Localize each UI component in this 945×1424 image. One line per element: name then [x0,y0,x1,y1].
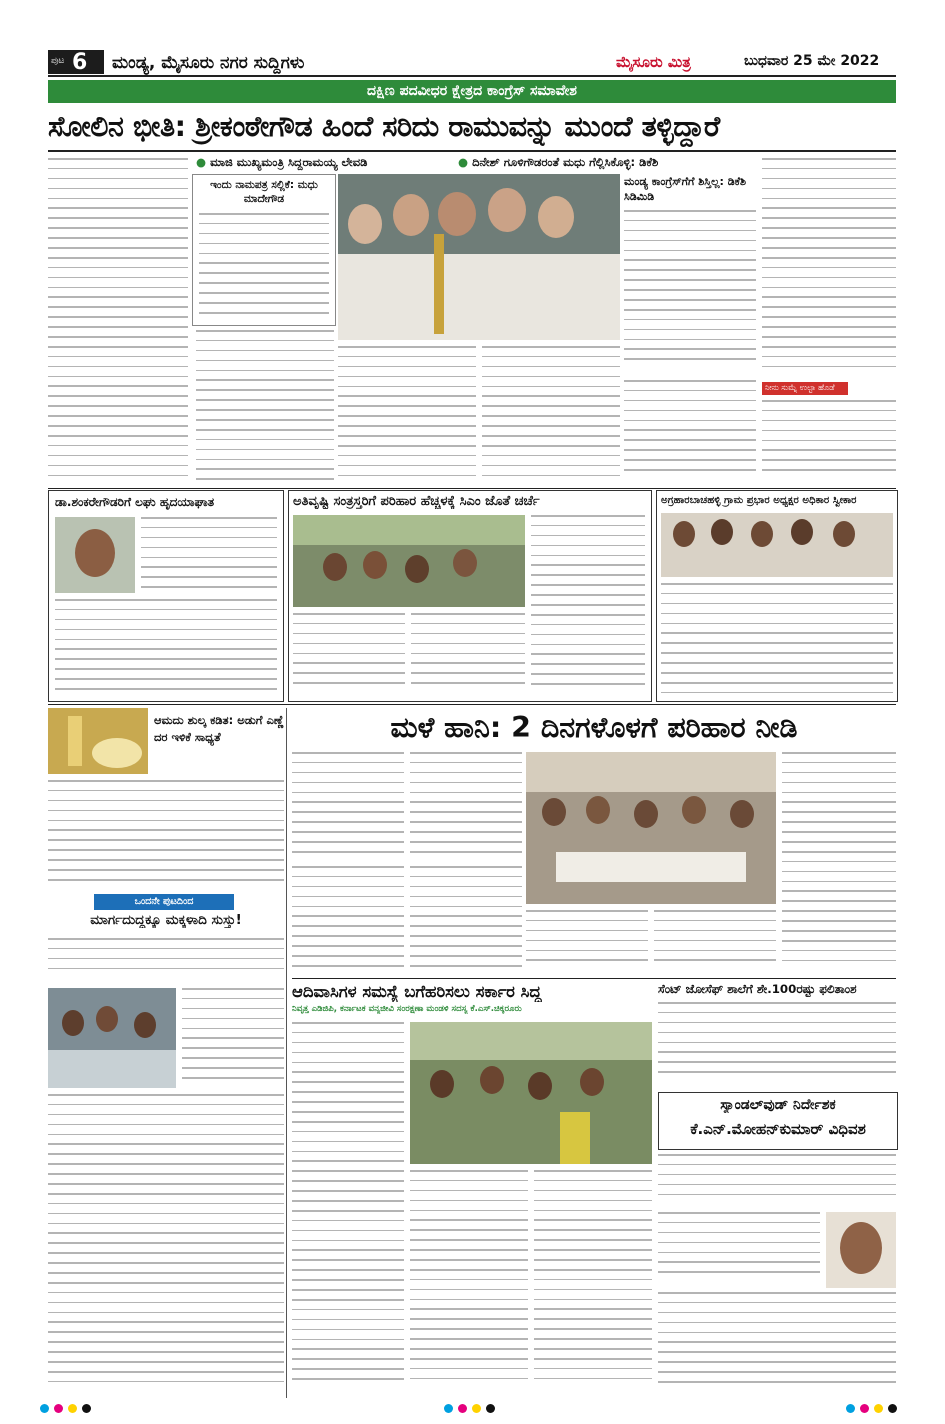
registration-marks-center [444,1404,504,1416]
nomination-box-title: ಇಂದು ನಾಮಪತ್ರ ಸಲ್ಲಿಕೆ: ಮಧು ಮಾದೇಗೌಡ [210,179,318,205]
nomination-box [192,174,336,326]
rain-relief-text-right [531,515,645,697]
lead-subhead-1 [196,155,456,171]
reg-mark-cyan [846,1404,855,1413]
masthead [0,0,945,80]
reg-mark-cyan [444,1404,453,1413]
lead-story-text-col6 [762,158,896,376]
registration-marks-right [846,1404,906,1416]
school-title: ಸೆಂಟ್ ಜೋಸೆಫ್ ಶಾಲೆಗೆ ಶೇ.100ರಷ್ಟು ಫಲಿತಾಂಶ [658,982,857,996]
ondane-label-text: ಒಂದನೇ ಪುಟದಿಂದ [134,896,194,907]
rain-relief-text-a [293,613,405,697]
rain-damage-text-a [292,752,404,862]
row1-rule [48,488,896,489]
obituary-title-2: ಕೆ.ಎನ್.ಮೋಹನ್‌ಕುಮಾರ್ ವಿಧಿವಶ [690,1120,866,1138]
subhead-1-text: ಮಾಜಿ ಮುಖ್ಯಮಂತ್ರಿ ಸಿದ್ದರಾಮಯ್ಯ ಲೇವಡಿ [210,155,368,169]
discipline-box-title: ಮಂಡ್ಯ ಕಾಂಗ್ರೆಸ್‌ಗೆಗೆ ಶಿಸ್ತಿಲ್ಲ: ಡಿಕೆಶಿ ಸಿಡಿಮಿಡಿ [624,175,747,203]
congress-leaders-photo [338,174,620,340]
oil-title: ಆಮದು ಶುಲ್ಕ ಕಡಿತ: ಅಡುಗೆ ಎಣ್ಣೆ ದರ ಇಳಿಕೆ ಸಾಧ್ಯತೆ [154,713,284,744]
lead-story-text-col7 [762,400,896,484]
nomination-box-text [199,213,329,321]
tribal-subtitle: ನಿವೃತ್ತ ಎಡಿಜಿಪಿ, ಕರ್ನಾಟಕ ವನ್ಯಜೀವಿ ಸಂರಕ್ಷಣಾ ಮಂಡಳಿ ಸದಸ್ಯ ಕೆ.ಎಸ್.ಚಿಕ್ಕರೂರು [292,1004,522,1014]
ondane-label [94,894,234,910]
reg-mark-black [82,1404,91,1413]
bullet-icon: ● [196,155,207,169]
heart-attack-text-top [141,517,277,595]
heart-attack-story [48,490,284,702]
lead-headline: ಸೋಲಿನ ಭೀತಿ: ಶ್ರೀಕಂಠೇಗೌಡ ಹಿಂದೆ ಸರಿದು ರಾಮುವನ್ನು ಮುಂದೆ ತಳ್ಳಿದ್ದಾರೆ [48,110,720,143]
director-portrait-photo [826,1212,896,1288]
tribal-text-b [410,1170,528,1394]
rain-relief-title: ಅತಿವೃಷ್ಟಿ ಸಂತ್ರಸ್ತರಿಗೆ ಪರಿಹಾರ ಹೆಚ್ಚಳಕ್ಕೆ ಸಿಎಂ ಜೊತೆ ಚರ್ಚೆ [293,494,540,509]
rain-damage-text-right [782,752,896,974]
officer-felicitation-photo [661,513,893,577]
kids-title: ಮಾರ್ಗದುದ್ದಕ್ಕೂ ಮಕ್ಕಳಾದಿ ಸುಸ್ತು! [90,912,242,928]
reg-mark-yellow [68,1404,77,1413]
page-label: ಪುಟ [51,56,65,66]
reg-mark-cyan [40,1404,49,1413]
lead-subhead-2 [458,155,758,171]
rain-damage-text-d [410,866,522,974]
tribal-text-a [292,1022,404,1394]
rain-damage-title: ಮಳೆ ಹಾನಿ: 2 ದಿನಗಳೊಳಗೆ ಪರಿಹಾರ ನೀಡಿ [390,711,798,744]
tribal-title: ಆದಿವಾಸಿಗಳ ಸಮಸ್ಯೆ ಬಗೆಹರಿಸಲು ಸರ್ಕಾರ ಸಿದ್ಧ [292,982,542,1001]
lead-story-text-col1 [48,158,188,484]
discipline-box [624,174,756,374]
kids-text-side [182,988,284,1088]
oil-text [48,780,284,890]
issue-date: ಬುಧವಾರ 25 ಮೇ 2022 [744,53,880,69]
headline-rule [48,150,896,152]
lead-story-text-col5 [624,380,756,484]
bullet-icon: ● [458,155,469,169]
left-column-divider [286,708,287,1398]
reg-mark-black [486,1404,495,1413]
masthead-rule [48,75,896,77]
farmers-meeting-photo [293,515,525,607]
reg-mark-black [888,1404,897,1413]
lead-story-text-col4 [482,346,620,486]
lead-story-text-col3 [338,346,476,486]
banner-text: ದಕ್ಷಿಣ ಪದವೀಧರ ಕ್ಷೇತ್ರದ ಕಾಂಗ್ರೆಸ್ ಸಮಾವೇಶ [367,83,577,99]
page-tag [48,50,104,74]
doctor-portrait-photo [55,517,135,593]
obituary-text-top [658,1154,896,1208]
heart-attack-text [55,599,277,697]
paper-logo: ಮೈಸೂರು ಮಿತ್ರ [616,53,691,71]
section-title: ಮಂಡ್ಯ, ಮೈಸೂರು ನಗರ ಸುದ್ದಿಗಳು [112,53,305,73]
row2-rule [48,704,896,705]
obituary-box [658,1092,898,1150]
obituary-title-1: ಸ್ಯಾಂಡಲ್‌ವುಡ್ ನಿರ್ದೇಶಕ [720,1097,836,1113]
officer-story [656,490,898,702]
row3-rule [292,978,896,979]
reg-mark-magenta [458,1404,467,1413]
officer-title: ಅಗ್ರಹಾರಬಾಚಹಳ್ಳಿ ಗ್ರಾಮ ಪ್ರಭಾರ ಅಧ್ಯಕ್ಷರ ಅಧಿಕಾರ ಸ್ವೀಕಾರ [661,495,857,506]
inline-label-text: ನೀನು ಸುಮ್ನೆ ಉಲ್ಟಾ ಹೊಡೆ [765,383,835,392]
event-banner [48,80,896,103]
kids-text-top [48,938,284,984]
cooking-oil-photo [48,708,148,774]
rain-damage-text-e [526,910,648,974]
reg-mark-magenta [860,1404,869,1413]
tribal-text-c [534,1170,652,1394]
tribal-community-photo [410,1022,652,1164]
rain-damage-text-c [292,866,404,974]
rain-relief-story [288,490,652,702]
obituary-text-left [658,1212,820,1284]
rain-damage-text-b [410,752,522,862]
kids-text [48,1094,284,1394]
obituary-text [658,1292,896,1394]
subhead-2-text: ದಿನೇಶ್ ಗೂಳಿಗೌಡರಂತೆ ಮಧು ಗೆಲ್ಲಿಸಿಕೊಳ್ಳಿ: ಡಿಕೆಶಿ [472,155,659,169]
rain-relief-text-b [411,613,525,697]
reg-mark-magenta [54,1404,63,1413]
reg-mark-yellow [472,1404,481,1413]
inline-label [762,382,848,395]
page-number: 6 [72,50,88,75]
officer-text [661,583,893,697]
children-walking-photo [48,988,176,1088]
officials-meeting-photo [526,752,776,904]
reg-mark-yellow [874,1404,883,1413]
heart-attack-title: ಡಾ.ಶಂಕರೇಗೌಡರಿಗೆ ಲಘು ಹೃದಯಾಘಾತ [55,495,215,509]
discipline-box-text [624,210,756,370]
lead-story-text-col2 [196,330,334,484]
rain-damage-text-f [654,910,776,974]
school-text [658,1002,896,1086]
registration-marks-left [40,1404,100,1416]
